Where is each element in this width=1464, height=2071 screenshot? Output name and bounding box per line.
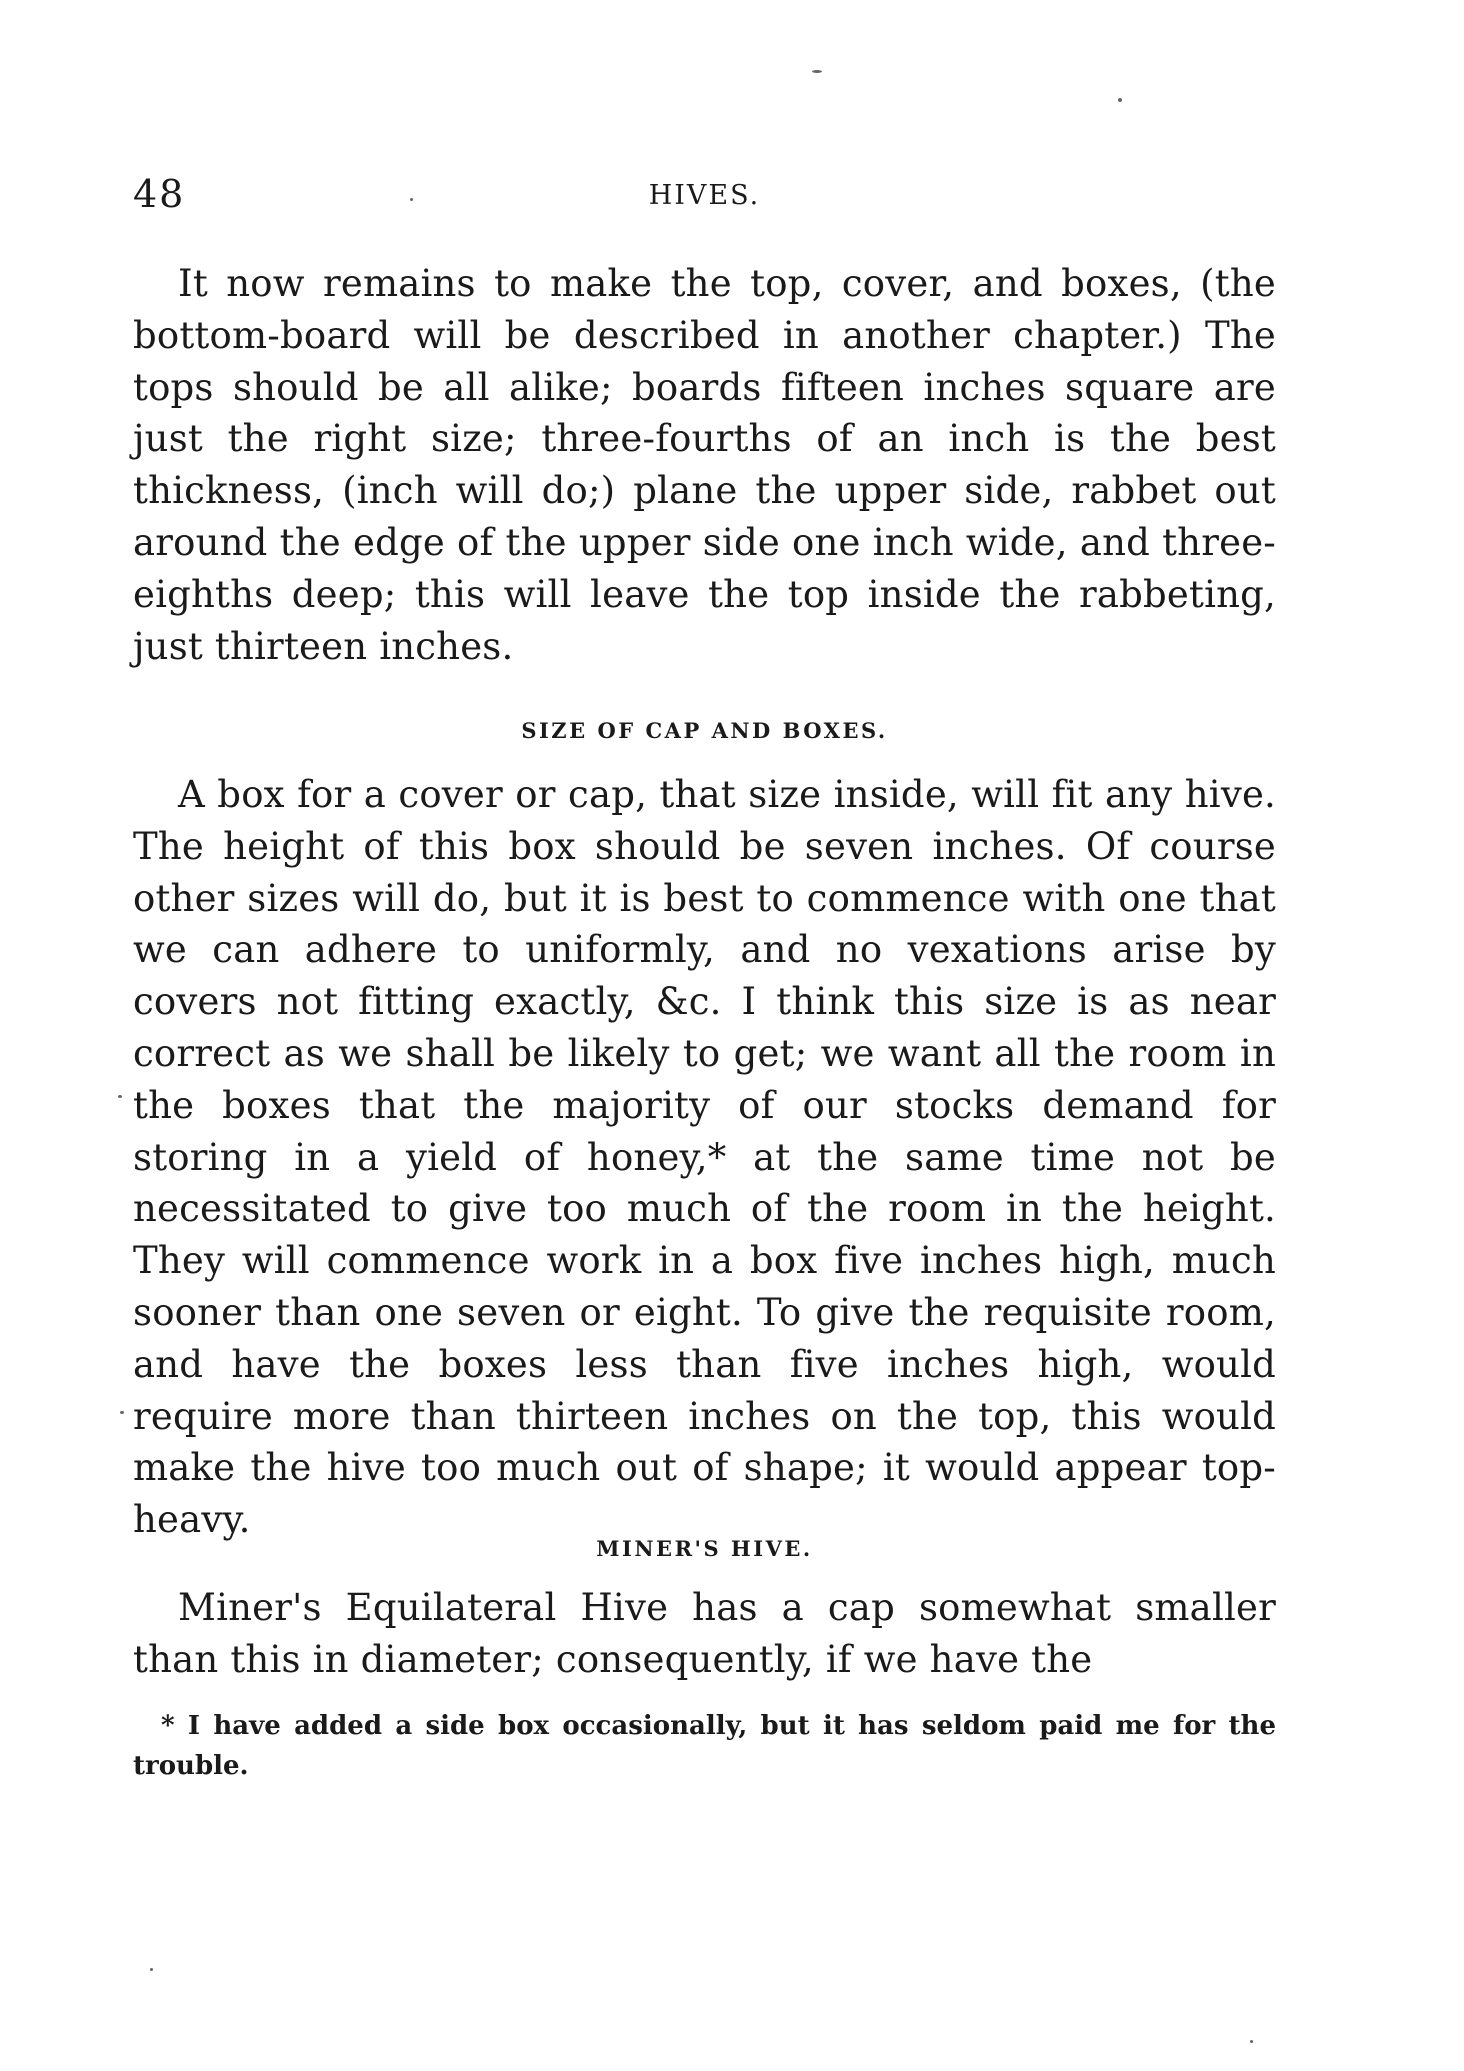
section-heading-miners-hive: MINER'S HIVE. [596,1536,813,1561]
paragraph-size-of-cap: A box for a cover or cap, that size inside, will fit any hive. The height of this box should be seven inches. Of course other sizes will do, but it is best to commence with one that we can adhere to uniformly, and no vexations arise by covers not fitting exactly, &c. I think this size is as near correct as we shall be likely to get; we want all the room in the boxes that the majority of our stocks demand for storing in a yield of honey,* at the same time not be necessitated to give too much of the room in the height. They will commence work in a box five inches high, much sooner than one seven or eight. To give the requisite room, and have the boxes less than five inches high, would require more than thirteen inches on the top, this would make the hive too much out of shape; it would appear top-heavy. [133,773,1276,1542]
footnote: * I have added a side box occasionally, but it has seldom paid me for the trouble. [133,1711,1276,1781]
paragraph-miners-hive: Miner's Equilateral Hive has a cap somewhat smaller than this in diameter; consequently, if we have the [133,1586,1276,1681]
print-speck [812,70,822,73]
section-heading-size-of-cap: SIZE OF CAP AND BOXES. [521,718,888,743]
print-speck [410,198,413,201]
page-header [133,172,1276,222]
print-speck [120,1411,124,1414]
paragraph-top-cover-boxes: It now remains to make the top, cover, and boxes, (the bottom-board will be described in another chapter.) The tops should be all alike; boards fifteen inches square are just the right size; three-fourths of an inch is the best thickness, (inch will do;) plane the upper side, rabbet out around the edge of the upper side one inch wide, and three-eighths deep; this will leave the top inside the rabbeting, just thirteen inches. [133,262,1276,668]
print-speck [118,1095,122,1098]
page-number: 48 [133,172,186,216]
print-speck [1118,98,1122,102]
running-head: HIVES. [648,180,761,211]
print-speck [150,1968,153,1971]
print-speck [1250,2040,1253,2043]
